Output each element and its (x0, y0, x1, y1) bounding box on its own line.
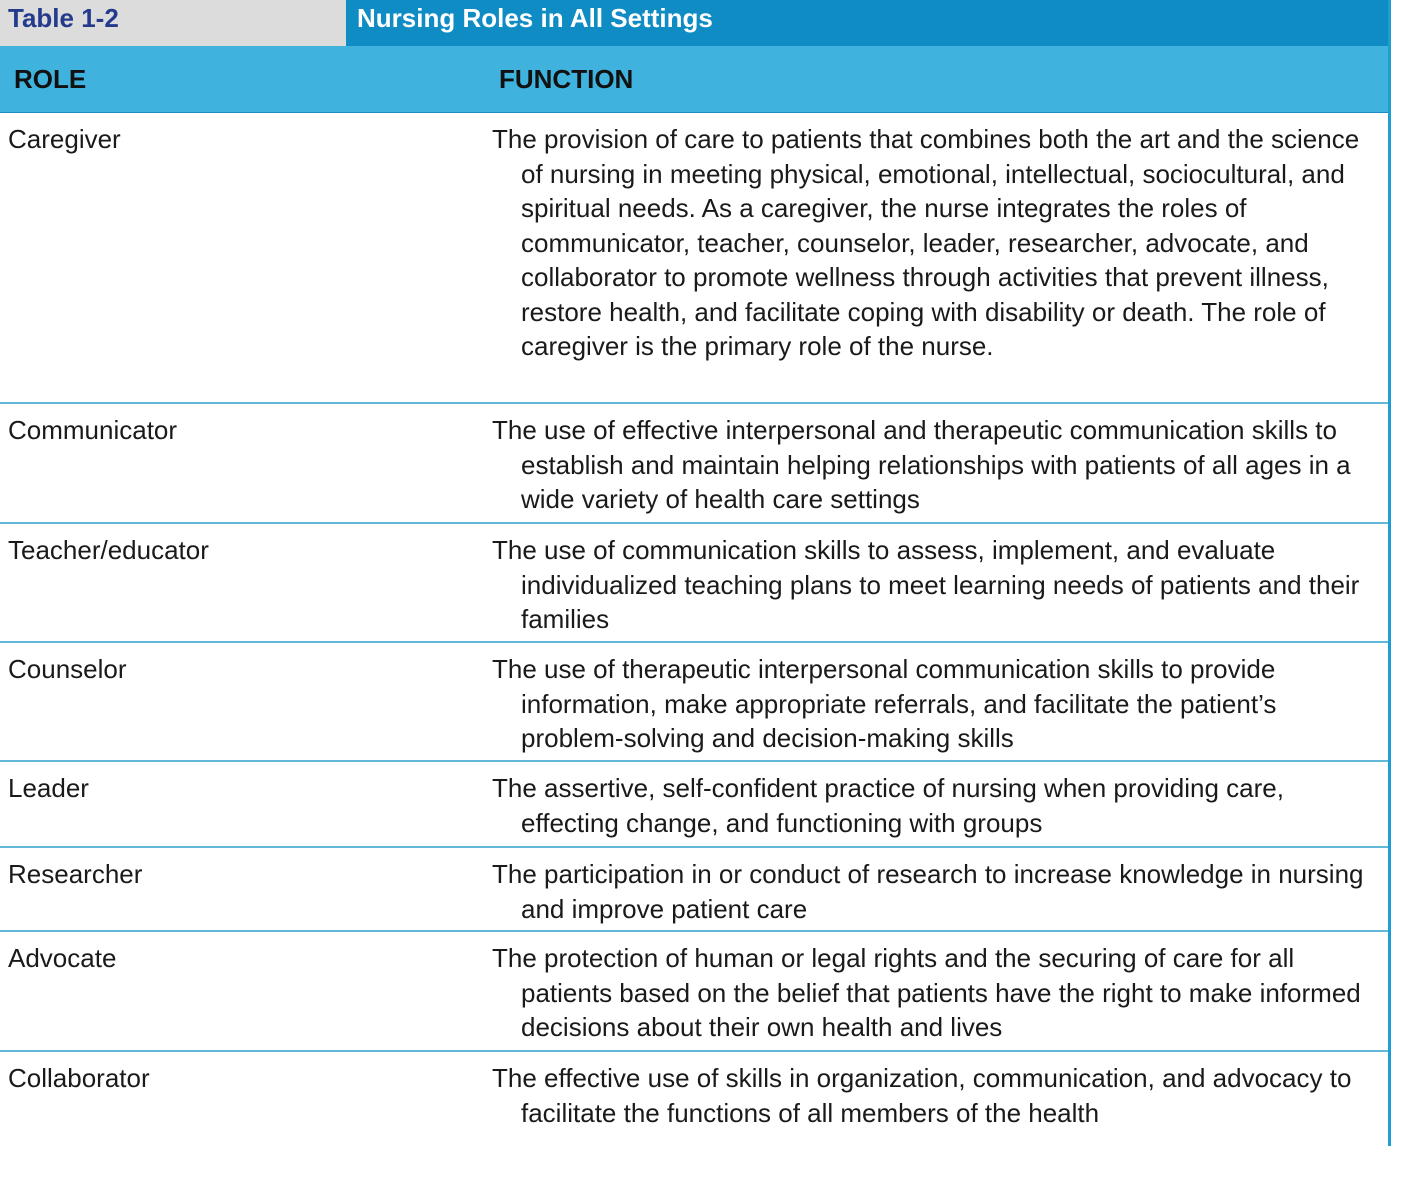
table-title: Nursing Roles in All Settings (346, 0, 1388, 46)
function-cell: The participation in or conduct of research to increase knowledge in nursing and improve patient care (492, 859, 1364, 924)
table-row (0, 404, 1388, 524)
role-cell: Teacher/educator (8, 535, 209, 565)
role-cell: Leader (8, 773, 89, 803)
table-row (0, 524, 1388, 643)
table-row (0, 643, 1388, 762)
function-cell: The use of effective interpersonal and therapeutic communication skills to establish and maintain helping relationships with patients of all ages in a wide variety of health care settings (492, 415, 1351, 514)
function-cell: The use of therapeutic interpersonal communication skills to provide information, make appropriate referrals, and facilitate the patient’s problem-solving and decision-making skills (492, 654, 1277, 753)
function-cell: The assertive, self-confident practice of nursing when providing care, effecting change, and functioning with groups (492, 773, 1284, 838)
role-cell: Communicator (8, 415, 178, 445)
table-number: Table 1-2 (0, 0, 346, 46)
function-cell: The use of communication skills to assess, implement, and evaluate individualized teaching plans to meet learning needs of patients and their families (492, 535, 1360, 634)
table-row (0, 1052, 1388, 1146)
table-row (0, 932, 1388, 1052)
table-row (0, 113, 1388, 404)
role-cell: Researcher (8, 859, 143, 889)
role-cell: Caregiver (8, 124, 121, 154)
table-title-bar (0, 0, 1388, 46)
function-cell: The effective use of skills in organization, communication, and advocacy to facilitate the functions of all members of the health (492, 1063, 1352, 1128)
table-header-row (0, 46, 1388, 113)
column-header-role: ROLE (14, 63, 87, 94)
table-row (0, 848, 1388, 932)
table-row (0, 762, 1388, 848)
column-header-function: FUNCTION (499, 63, 634, 94)
role-cell: Advocate (8, 943, 117, 973)
function-cell: The protection of human or legal rights and the securing of care for all patients based on the belief that patients have the right to make informed decisions about their own health and lives (492, 943, 1361, 1042)
role-cell: Collaborator (8, 1063, 150, 1093)
function-cell: The provision of care to patients that combines both the art and the science of nursing in meeting physical, emotional, intellectual, sociocultural, and spiritual needs. As a caregiver, the nurse integrates the roles of communicator, teacher, counselor, leader, researcher, advocate, and collaborator to promote wellness through activities that prevent illness, restore health, and facilitate coping with disability or death. The role of caregiver is the primary role of the nurse. (492, 124, 1360, 361)
role-cell: Counselor (8, 654, 127, 684)
